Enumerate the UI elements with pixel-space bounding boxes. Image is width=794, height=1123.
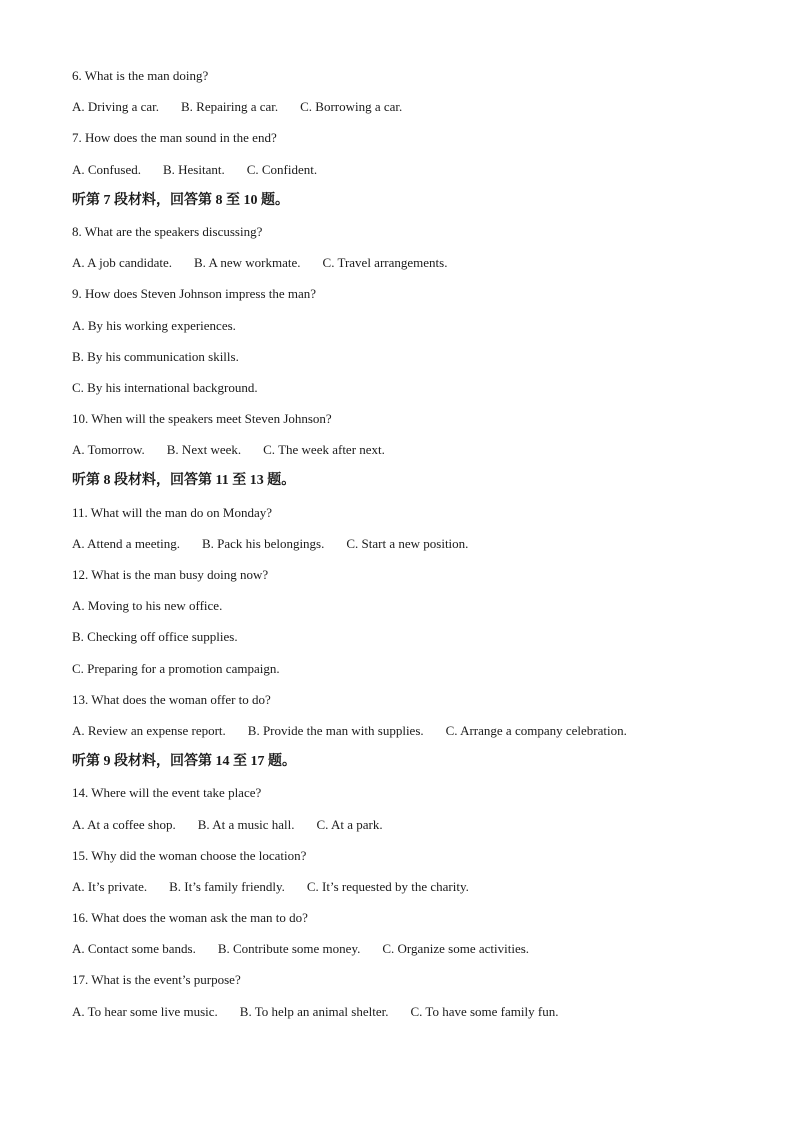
question-text: 17. What is the event’s purpose?	[72, 972, 241, 988]
answer-option: C. To have some family fun.	[410, 1003, 559, 1019]
answer-option: A. To hear some live music.	[72, 1003, 218, 1019]
answer-option: C. Preparing for a promotion campaign.	[72, 660, 280, 676]
answer-options	[72, 877, 752, 908]
answer-option: C. Travel arrangements.	[322, 255, 448, 271]
answer-options	[72, 347, 752, 378]
answer-option: B. Repairing a car.	[181, 99, 279, 115]
answer-option: A. Driving a car.	[72, 99, 160, 115]
answer-option: A. Attend a meeting.	[72, 535, 180, 551]
answer-option: B. It’s family friendly.	[169, 878, 285, 894]
question-text: 6. What is the man doing?	[72, 68, 209, 83]
answer-option: B. To help an animal shelter.	[239, 1003, 389, 1019]
answer-option: A. Contact some bands.	[72, 941, 196, 957]
section-heading: 听第 8 段材料，回答第 11 至 13 题。	[72, 473, 296, 489]
answer-options	[72, 534, 752, 565]
answer-option: C. Start a new position.	[346, 535, 469, 551]
answer-option: C. Confident.	[246, 161, 318, 177]
answer-option: C. By his international background.	[72, 379, 258, 395]
answer-option: A. A job candidate.	[72, 255, 173, 271]
answer-options	[72, 253, 752, 284]
answer-option: B. By his communication skills.	[72, 348, 239, 364]
answer-option: B. At a music hall.	[197, 816, 295, 832]
answer-option: C. The week after next.	[263, 442, 385, 458]
question-text: 15. Why did the woman choose the location?	[72, 847, 307, 863]
answer-options	[72, 378, 752, 409]
answer-options	[72, 627, 752, 658]
section-heading: 听第 7 段材料，回答第 8 至 10 题。	[72, 192, 289, 208]
answer-options	[72, 815, 752, 846]
question-text: 10. When will the speakers meet Steven Johnson?	[72, 411, 332, 427]
answer-option: B. Provide the man with supplies.	[247, 722, 424, 738]
answer-option: B. Checking off office supplies.	[72, 629, 238, 645]
answer-option: B. Contribute some money.	[217, 941, 361, 957]
answer-options	[72, 659, 752, 690]
answer-options	[72, 97, 752, 128]
answer-option: C. At a park.	[316, 816, 383, 832]
answer-option: A. By his working experiences.	[72, 317, 236, 333]
answer-options	[72, 596, 752, 627]
answer-options	[72, 721, 752, 752]
question-text: 16. What does the woman ask the man to do?	[72, 910, 308, 926]
answer-option: A. Confused.	[72, 161, 141, 177]
answer-option: A. Review an expense report.	[72, 722, 226, 738]
answer-option: A. It’s private.	[72, 878, 148, 894]
answer-option: C. Arrange a company celebration.	[445, 722, 627, 738]
answer-option: C. Borrowing a car.	[300, 99, 403, 115]
answer-option: A. At a coffee shop.	[72, 816, 176, 832]
question-text: 13. What does the woman offer to do?	[72, 691, 271, 707]
answer-options	[72, 1002, 752, 1033]
question-text: 11. What will the man do on Monday?	[72, 504, 273, 520]
question-text: 7. How does the man sound in the end?	[72, 130, 277, 146]
answer-options	[72, 939, 752, 970]
answer-option: B. A new workmate.	[194, 255, 301, 271]
answer-option: C. It’s requested by the charity.	[306, 878, 469, 894]
answer-option: A. Moving to his new office.	[72, 598, 223, 614]
section-heading: 听第 9 段材料，回答第 14 至 17 题。	[72, 754, 296, 770]
answer-option: B. Pack his belongings.	[201, 535, 325, 551]
answer-options	[72, 440, 752, 471]
question-text: 12. What is the man busy doing now?	[72, 567, 269, 582]
answer-option: C. Organize some activities.	[382, 941, 530, 957]
answer-option: B. Hesitant.	[162, 161, 225, 177]
question-text: 14. Where will the event take place?	[72, 785, 262, 801]
answer-option: A. Tomorrow.	[72, 442, 145, 458]
answer-options	[72, 160, 752, 191]
question-text: 8. What are the speakers discussing?	[72, 223, 263, 239]
question-text: 9. How does Steven Johnson impress the man?	[72, 286, 317, 302]
exam-page	[72, 66, 752, 1033]
answer-options	[72, 316, 752, 347]
answer-option: B. Next week.	[166, 442, 242, 458]
